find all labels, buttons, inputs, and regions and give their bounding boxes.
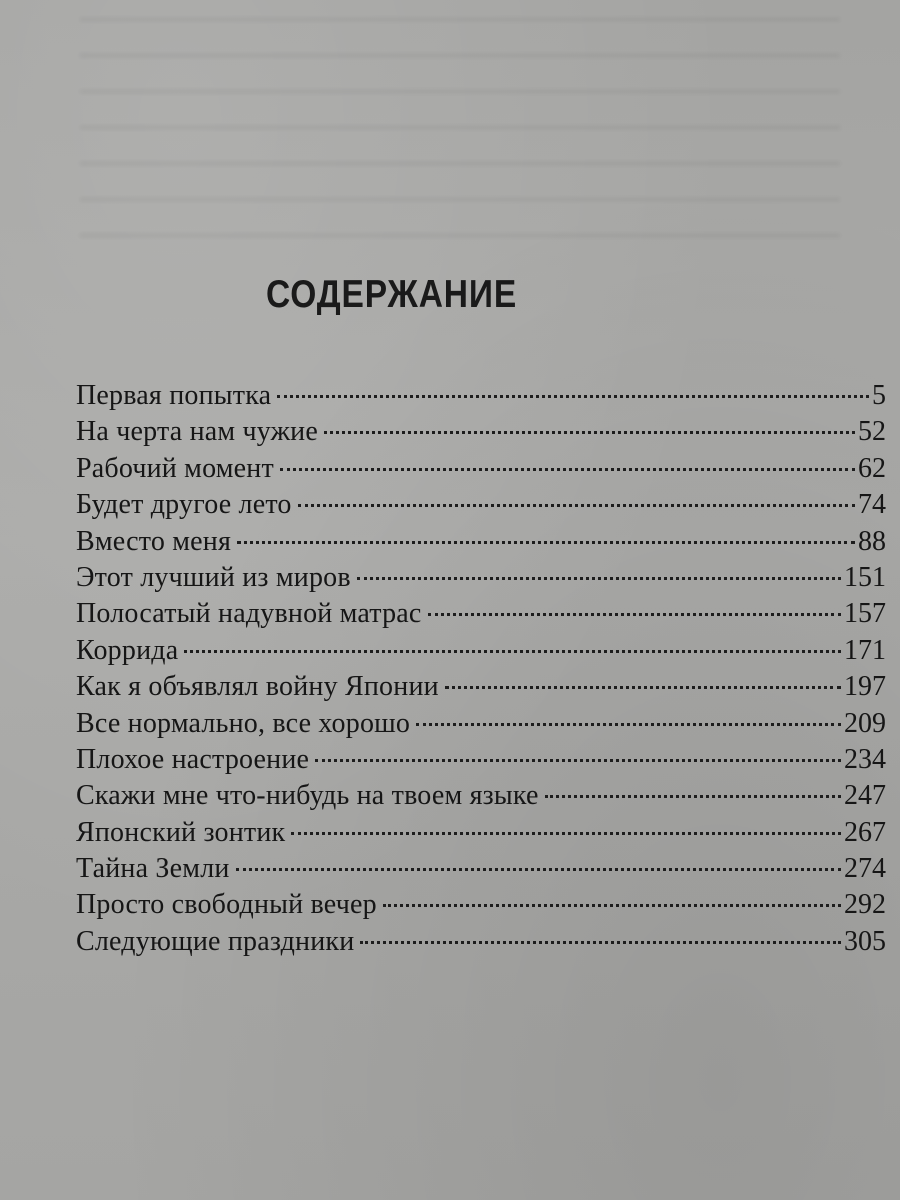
toc-page-number: 267 <box>844 816 886 848</box>
dot-leader <box>184 650 841 653</box>
dot-leader <box>291 832 841 835</box>
toc-entry-title: Тайна Земли <box>76 853 230 885</box>
dot-leader <box>298 504 855 507</box>
dot-leader <box>360 941 841 944</box>
table-of-contents <box>76 378 886 960</box>
dot-leader <box>315 759 841 762</box>
toc-entry <box>76 560 886 596</box>
toc-entry-title: Японский зонтик <box>76 816 286 848</box>
dot-leader <box>324 431 855 434</box>
toc-page-number: 274 <box>844 853 886 885</box>
toc-page-number: 62 <box>858 452 886 484</box>
toc-entry-title: Первая попытка <box>76 380 272 411</box>
toc-entry <box>76 669 886 705</box>
dot-leader <box>277 395 869 398</box>
page-title: СОДЕРЖАНИЕ <box>266 273 518 316</box>
dot-leader <box>236 868 841 871</box>
toc-page-number: 171 <box>844 634 886 666</box>
toc-entry-title: Рабочий момент <box>76 452 274 484</box>
toc-entry <box>76 924 886 960</box>
toc-entry-title: Вместо меня <box>76 525 232 557</box>
toc-page-number: 151 <box>844 561 886 593</box>
toc-page-number: 5 <box>872 380 886 411</box>
toc-entry <box>76 742 886 778</box>
toc-page-number: 247 <box>844 780 886 812</box>
toc-entry <box>76 851 886 887</box>
dot-leader <box>445 686 841 689</box>
toc-entry-title: Этот лучший из миров <box>76 561 351 593</box>
toc-entry <box>76 815 886 851</box>
toc-page-number: 305 <box>844 925 886 957</box>
toc-entry <box>76 887 886 923</box>
dot-leader <box>545 795 841 798</box>
toc-page-number: 157 <box>844 598 886 630</box>
toc-entry-title: Коррида <box>76 634 179 666</box>
toc-entry-title: Просто свободный вечер <box>76 889 377 921</box>
toc-entry <box>76 378 886 414</box>
dot-leader <box>428 613 841 616</box>
toc-entry-title: Полосатый надувной матрас <box>76 598 422 630</box>
toc-entry-title: Скажи мне что-нибудь на твоем языке <box>76 780 539 812</box>
toc-page-number: 88 <box>858 525 886 557</box>
toc-entry <box>76 414 886 450</box>
toc-page-number: 209 <box>844 707 886 739</box>
bleed-through-text <box>80 18 840 248</box>
dot-leader <box>416 723 841 726</box>
toc-entry-title: Как я объявлял войну Японии <box>76 671 439 703</box>
toc-page-number: 197 <box>844 671 886 703</box>
toc-entry <box>76 706 886 742</box>
toc-entry <box>76 778 886 814</box>
toc-entry <box>76 487 886 523</box>
dot-leader <box>280 468 855 471</box>
toc-entry <box>76 596 886 632</box>
toc-page-number: 234 <box>844 743 886 775</box>
dot-leader <box>357 577 841 580</box>
toc-entry-title: Следующие праздники <box>76 925 355 957</box>
toc-page-number: 52 <box>858 416 886 448</box>
toc-entry-title: Все нормально, все хорошо <box>76 707 411 739</box>
toc-page-number: 74 <box>858 489 886 521</box>
toc-page-number: 292 <box>844 889 886 921</box>
toc-entry <box>76 451 886 487</box>
toc-entry-title: Будет другое лето <box>76 489 292 521</box>
toc-entry <box>76 524 886 560</box>
dot-leader <box>383 904 841 907</box>
toc-entry-title: На черта нам чужие <box>76 416 318 448</box>
toc-entry <box>76 633 886 669</box>
toc-entry-title: Плохое настроение <box>76 743 310 775</box>
dot-leader <box>237 541 855 544</box>
